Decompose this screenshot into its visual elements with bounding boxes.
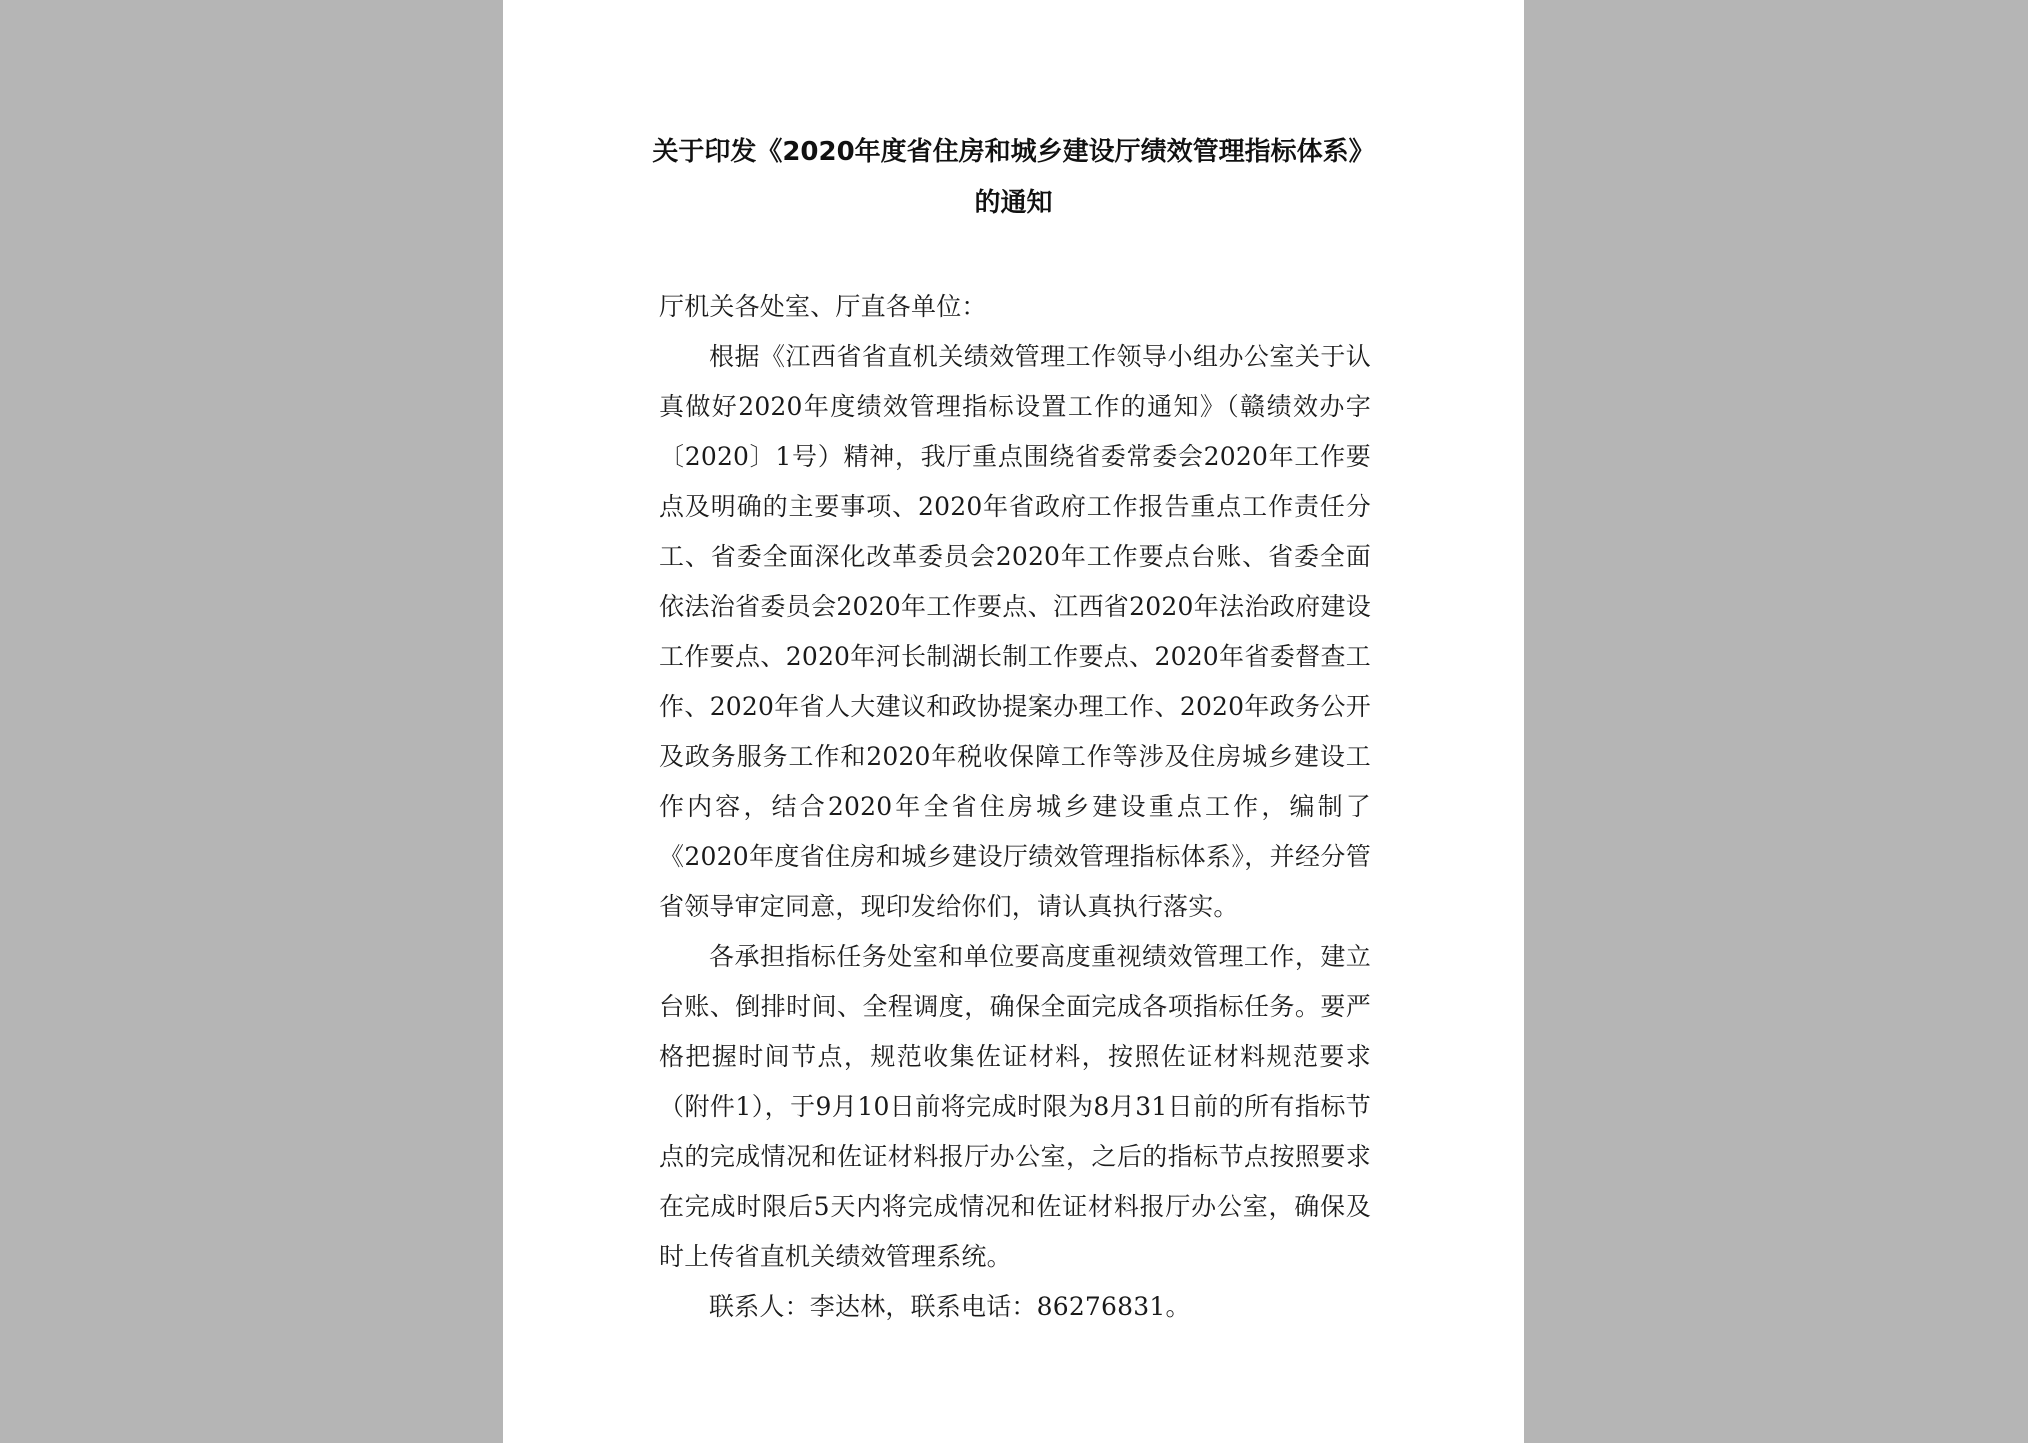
- salutation: 厅机关各处室、厅直各单位：: [659, 292, 987, 321]
- document-body: [659, 282, 1371, 1332]
- document-page: [503, 0, 1524, 1443]
- document-title-line-1: 关于印发《2020年度省住房和城乡建设厅绩效管理指标体系》: [652, 137, 1375, 167]
- paragraph-basis: 根据《江西省省直机关绩效管理工作领导小组办公室关于认真做好2020年度绩效管理指标设置工作的通知》（赣绩效办字〔2020〕1号）精神，我厅重点围绕省委常委会2020年工作要点及明确的主要事项、2020年省政府工作报告重点工作责任分工、省委全面深化改革委员会2020年工作要点台账、省委全面依法治省委员会2020年工作要点、江西省2020年法治政府建设工作要点、2020年河长制湖长制工作要点、2020年省委督查工作、2020年省人大建议和政协提案办理工作、2020年政务公开及政务服务工作和2020年税收保障工作等涉及住房城乡建设工作内容，结合2020年全省住房城乡建设重点工作，编制了《2020年度省住房和城乡建设厅绩效管理指标体系》，并经分管省领导审定同意，现印发给你们，请认真执行落实。: [659, 342, 1371, 921]
- document-title-line-2: 的通知: [974, 188, 1053, 218]
- paragraph-requirements: 各承担指标任务处室和单位要高度重视绩效管理工作，建立台账、倒排时间、全程调度，确保全面完成各项指标任务。要严格把握时间节点，规范收集佐证材料，按照佐证材料规范要求（附件1），于9月10日前将完成时限为8月31日前的所有指标节点的完成情况和佐证材料报厅办公室，之后的指标节点按照要求在完成时限后5天内将完成情况和佐证材料报厅办公室，确保及时上传省直机关绩效管理系统。: [659, 942, 1371, 1271]
- paragraph-contact: 联系人：李达林，联系电话：86276831。: [709, 1292, 1191, 1321]
